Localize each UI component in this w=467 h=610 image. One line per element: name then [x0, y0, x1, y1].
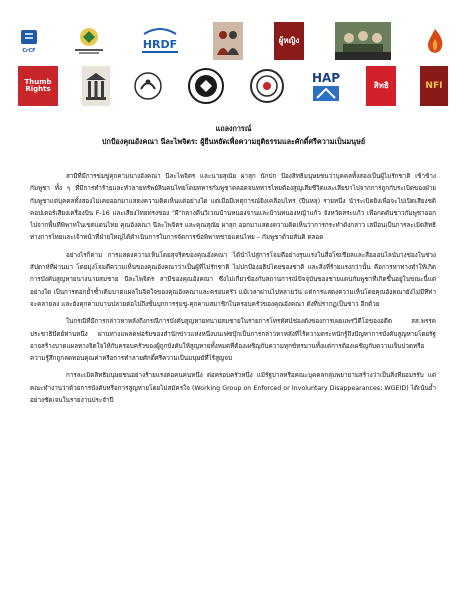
- logo-red-square-label: สิทธิ: [373, 81, 389, 90]
- logo-row-top: [18, 22, 448, 60]
- paragraph: สามีที่มีการข่มขู่คุกคามนางอังคณา นีละไพจิตร และนายสุณัย ผาสุก นักปก ป้องสิทธิมนุษยชนว่าบุคคลทั้งสองเป็นผู้ไม่รักชาติ เข้าข้างกัมพูชา ทั้ง ๆ ที่มีการทำร้ายและทำลายทรัพย์สินคนไทยโดยทหารกัมพูชาตลอดจนทหารไทยต้องสูญเสียชีวิตและเสียขาไปจากการถูกกับระเบิดของฝ่ายกัมพูชาแต่บุคคลทั้งสองไม่เคยออกมาแสดงความคิดเห็นแต่อย่างใด แต่เมื่อมีเหตุการณ์ยิงเคลือบไทร (ปืนหลุ) รายหนึ่ง นำระเบิดยิงเพื่อจะไปเปิดเสียงชดิคอปเตอร์เสียงเครื่องบิน F-16 และเสียงไทยทรงของ "ผี"กลางคืนวิเวณบ้านหนองจานและบ้านหนองหญ้าแก้ว จังหวัดสระแก้ว เพื่อกดดันชาวกัมพูชาออกไปจากพื้นที่พิพาทในเขตแดนไทย คุณอังคณา นีละไพจิตร และคุณสุณัย ผาสุก ออกมาแสดงความคิดเห็นว่าการกระทำดังกล่าว เสมือนเป็นการละเมิดสิทธิทางการไทยและเจ้าหน้าที่ฝ่ายใหญ่ได้ดำเนินการในการจัดการข้อพิพาทชายแดนไทย – กัมพูชาด้วยสันติ ตลอด: [30, 173, 436, 242]
- ccf-emblem-icon: [18, 28, 40, 54]
- hands-circle-icon: [133, 69, 163, 103]
- building-icon: [82, 68, 110, 104]
- hap-emblem-icon: [309, 67, 343, 105]
- logo-flame: [422, 22, 448, 60]
- logo-circle-org: [187, 66, 225, 106]
- flame-icon: [422, 26, 448, 56]
- logo-nfi-label: NFI: [425, 80, 443, 91]
- logo-women: [213, 22, 243, 60]
- statement-title: แถลงการณ์: [215, 124, 252, 133]
- logo-row-bottom: [18, 66, 448, 106]
- logo-ccf-label: CrCF: [22, 48, 36, 54]
- paragraph: ในกรณีที่มีการกล่าวหาหลังถึงกรณีการบังคับสูญหายทนายสมชายในรายการโทรทัศน์ช่องดังของการเผยแพร่วิดีโอของอดีต สส.พรรคประชาธิปัตย์ท่านหนึ่ง ผ่านทางแพลตฟอร์มของสำนักข่าวแห่งหนึ่งบนเฟซบุ๊กเป็นการกล่าวหาหลังที่ไร้ความตระหนักรู้ถึงปัญหาการบังคับสูญหายโดยรัฐ อาจสร้างบาดแผลทางจิตใจให้กับครอบครัวของผู้ถูกบังคับให้สูญหายทั้งหมดที่ต้องเผชิญกับความทุกข์ทรมานทั้งแต่การต้องเผชิญกับความเจ็บปวดหรือความรู้สึกถูกลดทอนคุณค่าหรือการทำลายศักดิ์ศรีความเป็นมนุษย์ที่ไร้สูญจบ: [30, 318, 436, 363]
- logo-hrdf-label: HRDF: [142, 38, 178, 51]
- logo-nfi: [420, 66, 448, 106]
- logo-thumb-rights: [18, 66, 58, 106]
- round-badge-icon: [249, 68, 285, 104]
- group-photo-icon: [335, 22, 391, 60]
- logo-pooyai: [274, 22, 304, 60]
- logo-red-square: [366, 66, 396, 106]
- logo-thumb-rights-label: Thumb Rights: [24, 78, 52, 93]
- logo-pooyai-label: ผู้หญิง: [278, 36, 300, 45]
- round-seal-icon: [187, 67, 225, 105]
- paragraph: การละเมิดสิทธิมนุษยชนอย่างร้ายแรงต่อคนคนหนึ่ง ต่อครอบครัวหนึ่ง แม้รัฐบาลหรือคณะบุคคลกลุ่มพยายามสร้างว่าเป็นสิ่งที่ยอมรรับ แต่คณะทำงานว่าด้วยการบังคับหรือการสูญหายโดยไม่สมัครใจ (Working Group on Enforced or Involuntary Disappearances; WGEID) ได้เน้นย้ำอย่างชัดเจนในรายงานประจำปี: [30, 372, 436, 405]
- logo-mflf: [71, 22, 107, 60]
- logo-hands-circle: [133, 66, 163, 106]
- hrdf-emblem-icon: [138, 26, 182, 56]
- logo-building: [82, 66, 110, 106]
- women-figures-icon: [213, 23, 243, 59]
- mflf-emblem-icon: [71, 26, 107, 56]
- logo-hrdf: [138, 22, 182, 60]
- logo-circle-org-2: [249, 66, 285, 106]
- statement-body: [30, 171, 436, 412]
- logo-hap: [309, 66, 343, 106]
- logo-ccf: [18, 22, 40, 60]
- logo-hap-label: HAP: [311, 71, 340, 85]
- logo-org-photo: [335, 22, 391, 60]
- statement-subtitle: ปกป้องคุณอังคณา นีละไพจิตร: ผู้ยืนหยัดเพื่อความยุติธรรมและศักดิ์ศรีความเป็นมนุษย์: [101, 137, 366, 146]
- paragraph: อย่างไรก็ตาม การแสดงความเห็นโดยสุจริตของคุณอังคณา ได้นำไปสู่การโจมตีอย่างรุนแรงในสื่อโซเชียลและสื่อออนไลน์บางช่องในช่วงสัปดาห์ที่ผ่านมา โดยมุ่งโจมตีความเห็นของคุณอังคณาว่าเป็นผู้ที่ไม่รักชาติ ไม่ปกป้องอธิปไตยของชาติ และสิ่งที่ร้ายแรงกว่านั้น คือการหาทางทำให้เกิดการบังคับสูญหายนางนายสมชาย นีละไพจิตร สามีของคุณอังคณา ซึ่งไม่เกี่ยวข้องกับสถานการณ์ปัจจุบันของชายแดนกัมพูชาที่เกิดขึ้นอยู่ในขณะนี้แต่อย่างใด เป็นการตอกย้ำซ้ำเติมบาดแผลในจิตใจของคุณอังคณาและครอบครัว แม้เวลาผ่านไปหลายวัน แต่การแสดงความเห็นโดยคุณอังคณายังไม่มีทีท่าจะคลายลง และยังคุกคามบานปลายต่อไปถึงขั้นบุกการรุมขู่-คุกคามสมาชิกในครอบครัวของคุณอังคณา ดังที่ปรากฏเป็นข่าว อีกด้วย: [30, 251, 436, 308]
